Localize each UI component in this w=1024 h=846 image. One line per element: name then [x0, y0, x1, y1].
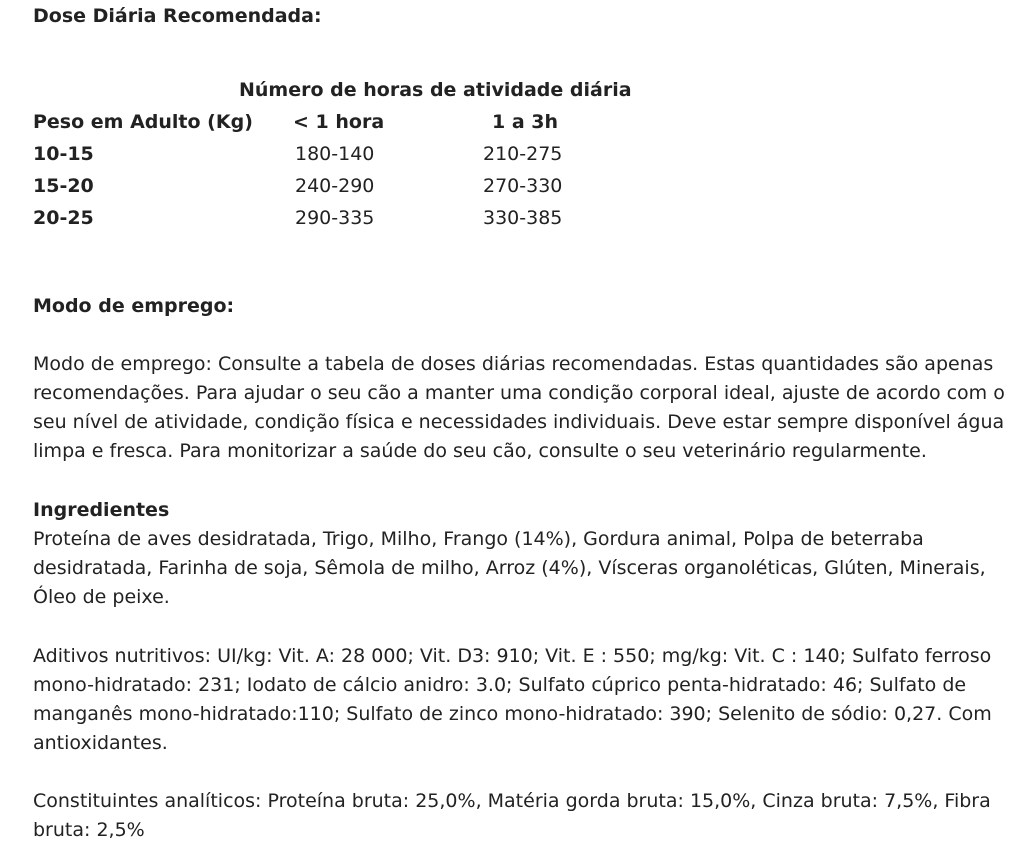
dose-1-to-3-hours-cell: 270-330: [483, 175, 563, 197]
weight-cell: 10-15: [33, 143, 94, 165]
modo-de-emprego-text: Modo de emprego: Consulte a tabela de doses diárias recomendadas. Estas quantidades são apenas recomendações. Para ajudar o seu cão a manter uma condição corporal ideal, ajuste de acordo com o seu nível de atividade, condição física e necessidades individuais. Deve estar sempre disponível água limpa e fresca. Para monitorizar a saúde do seu cão, consulte o seu veterinário regularmente.: [33, 353, 1005, 462]
modo-de-emprego-heading: Modo de emprego:: [33, 295, 235, 317]
column-header-weight: Peso em Adulto (Kg): [33, 111, 253, 133]
ingredientes-text: Proteína de aves desidratada, Trigo, Milho, Frango (14%), Gordura animal, Polpa de beterraba desidratada, Farinha de soja, Sêmola de milho, Arroz (4%), Vísceras organoléticas, Glúten, Minerais, Óleo de peixe.: [33, 528, 986, 608]
constituintes-text: Constituintes analíticos: Proteína bruta: 25,0%, Matéria gorda bruta: 15,0%, Cinza bruta: 7,5%, Fibra bruta: 2,5%: [33, 790, 991, 841]
dose-1-to-3-hours-cell: 330-385: [483, 207, 563, 229]
activity-hours-group-header: Número de horas de atividade diária: [239, 79, 632, 101]
dose-1-to-3-hours-cell: 210-275: [483, 143, 563, 165]
dose-less-1-hour-cell: 240-290: [295, 175, 375, 197]
weight-cell: 20-25: [33, 207, 94, 229]
column-header-less-1-hour: < 1 hora: [293, 111, 385, 133]
dose-less-1-hour-cell: 290-335: [295, 207, 375, 229]
weight-cell: 15-20: [33, 175, 94, 197]
ingredientes-heading: Ingredientes: [33, 499, 170, 521]
aditivos-text: Aditivos nutritivos: UI/kg: Vit. A: 28 000; Vit. D3: 910; Vit. E : 550; mg/kg: Vit. C : 140; Sulfato ferroso mono-hidratado: 231; Iodato de cálcio anidro: 3.0; Sulfato cúprico penta-hidratado: 46; Sulfato de manganês mono-hidratado:110; Sulfato de zinco mono-hidratado: 390; Selenito de sódio: 0,27. Com antioxidantes.: [33, 645, 992, 754]
dose-heading: Dose Diária Recomendada:: [33, 5, 322, 27]
column-header-1-to-3-hours: 1 a 3h: [492, 111, 559, 133]
dose-less-1-hour-cell: 180-140: [295, 143, 375, 165]
